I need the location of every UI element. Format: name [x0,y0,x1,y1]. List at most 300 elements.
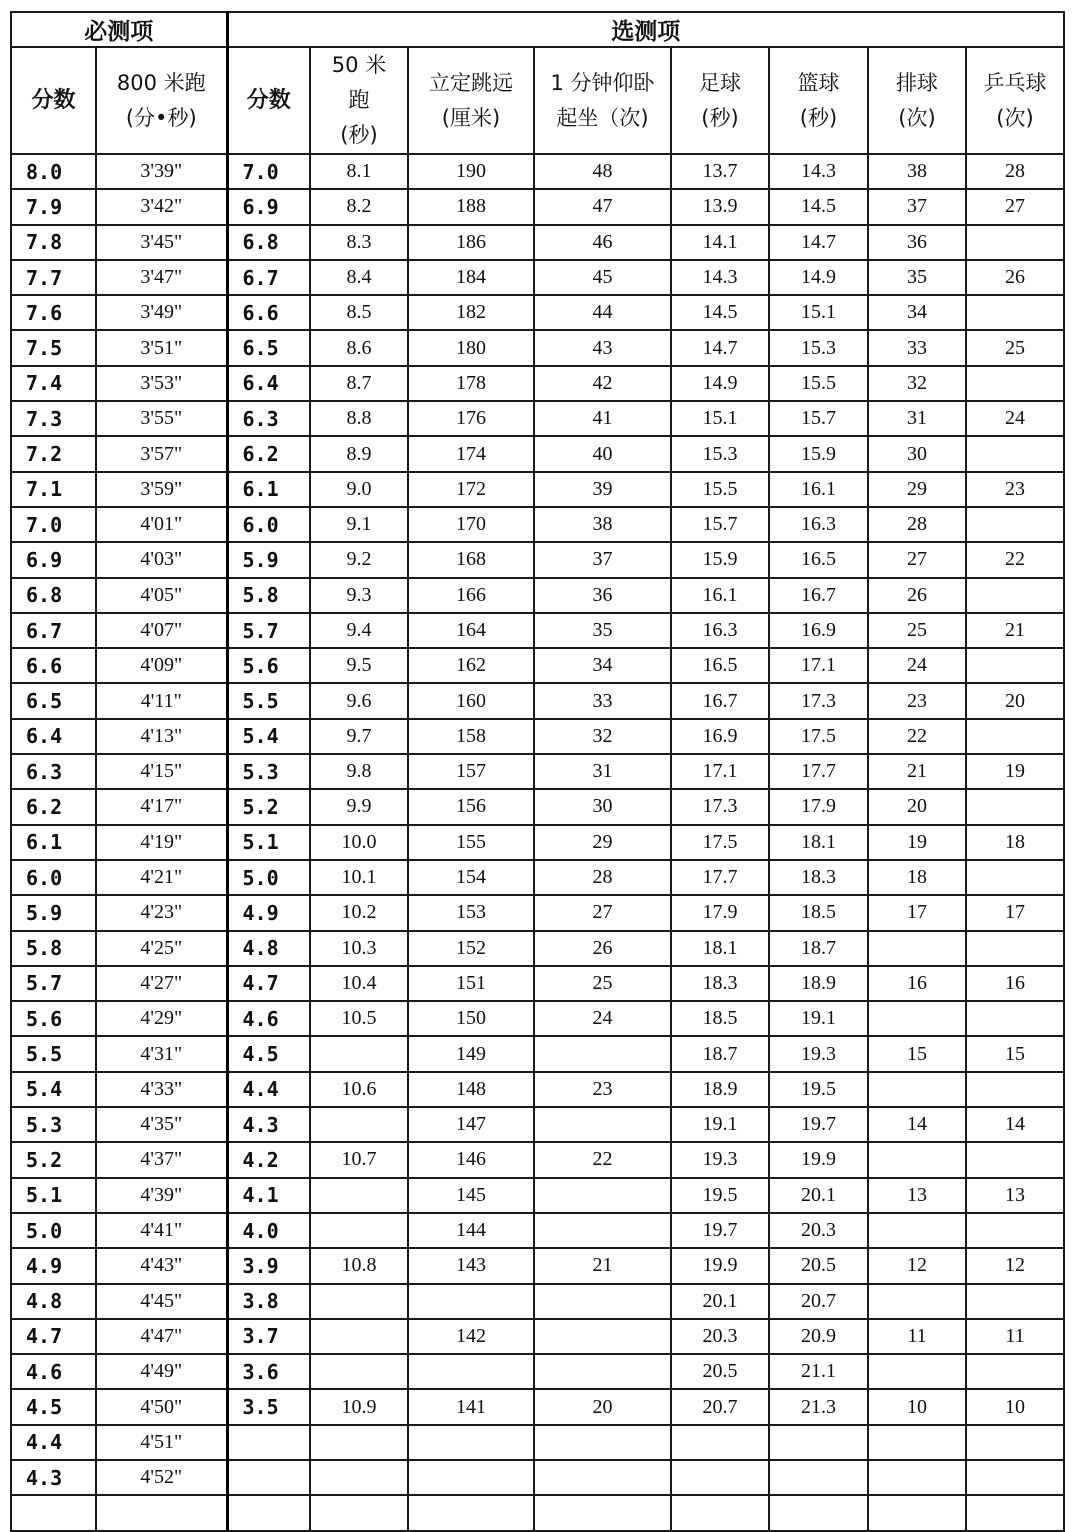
table-row [11,1248,1064,1283]
run-50m-cell: 8.6 [310,330,408,365]
optional-score-cell: 4.0 [227,1213,310,1248]
table-row [11,754,1064,789]
basketball-cell: 15.9 [769,436,868,471]
run-50m-cell [310,1354,408,1389]
volleyball-cell: 27 [868,542,966,577]
run-800m-cell: 4'47" [96,1319,227,1354]
run-800m-cell [96,1495,227,1530]
table-tennis-cell [966,366,1064,401]
basketball-cell [769,1495,868,1530]
required-score-cell: 4.6 [11,1354,96,1389]
optional-score-cell: 7.0 [227,154,310,189]
standing-long-jump-cell: 147 [408,1107,534,1142]
standing-long-jump-cell: 174 [408,436,534,471]
volleyball-cell [868,1354,966,1389]
table-row [11,613,1064,648]
optional-score-cell: 3.6 [227,1354,310,1389]
optional-score-cell: 6.8 [227,225,310,260]
basketball-cell: 14.7 [769,225,868,260]
basketball-cell: 19.5 [769,1072,868,1107]
volleyball-cell: 15 [868,1036,966,1071]
standing-long-jump-cell [408,1284,534,1319]
football-cell: 13.9 [671,189,769,224]
football-header [671,47,769,154]
run-50m-cell: 8.5 [310,295,408,330]
table-tennis-cell: 26 [966,260,1064,295]
football-cell: 16.9 [671,719,769,754]
football-cell: 15.5 [671,472,769,507]
standing-long-jump-cell: 150 [408,1001,534,1036]
basketball-cell: 15.5 [769,366,868,401]
run-800m-cell: 4'39" [96,1178,227,1213]
basketball-cell: 17.9 [769,789,868,824]
sit-ups-cell: 21 [534,1248,671,1283]
volleyball-cell: 17 [868,895,966,930]
run-800m-cell: 4'19" [96,825,227,860]
optional-score-cell: 5.6 [227,648,310,683]
standing-long-jump-cell: 154 [408,860,534,895]
sit-ups-cell: 45 [534,260,671,295]
volleyball-cell: 13 [868,1178,966,1213]
football-cell: 17.9 [671,895,769,930]
volleyball-cell [868,1495,966,1530]
table-row [11,1178,1064,1213]
standing-long-jump-cell: 168 [408,542,534,577]
table-row [11,542,1064,577]
score-table [10,11,1065,1532]
run-800m-cell: 4'03" [96,542,227,577]
table-row [11,895,1064,930]
table-row [11,507,1064,542]
standing-long-jump-cell: 180 [408,330,534,365]
table-row [11,1460,1064,1495]
run-50m-cell [310,1107,408,1142]
standing-long-jump-cell: 143 [408,1248,534,1283]
volleyball-cell: 29 [868,472,966,507]
run-800m-cell: 3'53" [96,366,227,401]
run-50m-cell: 8.8 [310,401,408,436]
run-800m-cell: 4'41" [96,1213,227,1248]
run-50m-cell [310,1319,408,1354]
table-row [11,578,1064,613]
volleyball-cell: 38 [868,154,966,189]
sit-ups-cell: 34 [534,648,671,683]
run-800m-cell: 4'21" [96,860,227,895]
optional-score-cell: 6.5 [227,330,310,365]
standing-long-jump-cell: 144 [408,1213,534,1248]
football-cell: 20.1 [671,1284,769,1319]
sit-ups-cell: 47 [534,189,671,224]
table-tennis-cell [966,1213,1064,1248]
sit-ups-cell: 22 [534,1142,671,1177]
standing-long-jump-cell: 152 [408,931,534,966]
football-cell: 19.9 [671,1248,769,1283]
table-tennis-cell [966,1142,1064,1177]
run-800m-cell: 3'45" [96,225,227,260]
run-800m-cell: 4'07" [96,613,227,648]
table-row [11,295,1064,330]
sit-ups-cell: 24 [534,1001,671,1036]
table-tennis-cell [966,225,1064,260]
required-score-cell: 4.8 [11,1284,96,1319]
table-tennis-cell [966,789,1064,824]
required-items-header: 必测项 [11,12,227,47]
table-tennis-cell [966,719,1064,754]
volleyball-cell: 30 [868,436,966,471]
standing-long-jump-cell: 155 [408,825,534,860]
basketball-header [769,47,868,154]
optional-items-header: 选测项 [227,12,1064,47]
football-cell: 18.3 [671,966,769,1001]
table-row [11,966,1064,1001]
required-score-cell: 5.3 [11,1107,96,1142]
required-score-cell: 7.6 [11,295,96,330]
sit-ups-cell [534,1036,671,1071]
run-50m-cell [310,1460,408,1495]
table-row [11,1107,1064,1142]
basketball-cell: 20.7 [769,1284,868,1319]
volleyball-cell: 25 [868,613,966,648]
run-800m-cell: 3'57" [96,436,227,471]
optional-score-cell: 3.7 [227,1319,310,1354]
table-tennis-cell [966,295,1064,330]
sit-ups-cell: 30 [534,789,671,824]
sit-ups-cell: 48 [534,154,671,189]
volleyball-cell: 18 [868,860,966,895]
standing-long-jump-cell: 158 [408,719,534,754]
header-label-line: (分•秒) [125,105,197,130]
run-800m-cell: 4'13" [96,719,227,754]
table-row [11,1425,1064,1460]
optional-score-cell: 5.5 [227,683,310,718]
basketball-cell: 18.7 [769,931,868,966]
table-tennis-cell [966,1072,1064,1107]
standing-long-jump-cell: 149 [408,1036,534,1071]
volleyball-cell [868,1213,966,1248]
football-cell: 17.7 [671,860,769,895]
header-label-line: (厘米) [441,105,501,130]
volleyball-cell: 33 [868,330,966,365]
football-cell: 19.5 [671,1178,769,1213]
header-label-line: 足球 [699,70,741,95]
run-800m-cell: 4'25" [96,931,227,966]
required-score-cell: 6.4 [11,719,96,754]
run-800m-cell: 4'01" [96,507,227,542]
run-800m-cell: 4'29" [96,1001,227,1036]
run-50m-cell: 9.3 [310,578,408,613]
table-tennis-cell: 20 [966,683,1064,718]
optional-score-cell: 4.7 [227,966,310,1001]
sit-ups-cell [534,1107,671,1142]
run-800m-cell: 4'52" [96,1460,227,1495]
optional-score-cell: 3.5 [227,1389,310,1424]
table-tennis-cell: 13 [966,1178,1064,1213]
required-score-cell: 5.2 [11,1142,96,1177]
run-800m-cell: 3'59" [96,472,227,507]
run-800m-cell: 3'51" [96,330,227,365]
required-score-cell: 5.5 [11,1036,96,1071]
standing-long-jump-cell: 142 [408,1319,534,1354]
run-800m-cell: 4'05" [96,578,227,613]
required-score-cell: 8.0 [11,154,96,189]
basketball-cell: 14.5 [769,189,868,224]
sit-ups-cell [534,1425,671,1460]
table-row [11,1213,1064,1248]
table-tennis-cell: 16 [966,966,1064,1001]
standing-long-jump-cell [408,1354,534,1389]
table-row [11,789,1064,824]
volleyball-cell: 36 [868,225,966,260]
football-cell: 14.5 [671,295,769,330]
optional-score-cell: 4.3 [227,1107,310,1142]
run-50m-cell: 8.3 [310,225,408,260]
required-score-cell: 5.0 [11,1213,96,1248]
run-50m-header [310,47,408,154]
run-50m-cell: 10.5 [310,1001,408,1036]
optional-score-cell [227,1495,310,1530]
header-label-line: 1 分钟仰卧 [550,70,655,95]
table-row [11,931,1064,966]
volleyball-cell: 24 [868,648,966,683]
volleyball-cell [868,1072,966,1107]
run-50m-cell: 9.5 [310,648,408,683]
sit-ups-cell: 41 [534,401,671,436]
table-tennis-cell: 21 [966,613,1064,648]
optional-score-cell: 6.7 [227,260,310,295]
table-row [11,719,1064,754]
volleyball-cell [868,1284,966,1319]
table-tennis-cell: 27 [966,189,1064,224]
sit-ups-cell: 26 [534,931,671,966]
volleyball-cell: 14 [868,1107,966,1142]
sit-ups-cell: 44 [534,295,671,330]
basketball-cell: 17.5 [769,719,868,754]
table-tennis-cell: 25 [966,330,1064,365]
football-cell: 17.3 [671,789,769,824]
run-50m-cell [310,1425,408,1460]
football-cell: 19.7 [671,1213,769,1248]
run-800m-cell: 3'39" [96,154,227,189]
football-cell: 18.5 [671,1001,769,1036]
football-cell: 20.3 [671,1319,769,1354]
standing-long-jump-cell: 184 [408,260,534,295]
football-cell: 20.7 [671,1389,769,1424]
required-score-cell: 5.1 [11,1178,96,1213]
run-800m-cell: 4'09" [96,648,227,683]
basketball-cell: 14.9 [769,260,868,295]
volleyball-cell: 34 [868,295,966,330]
volleyball-cell: 35 [868,260,966,295]
table-row [11,1319,1064,1354]
table-row [11,189,1064,224]
run-50m-cell: 10.1 [310,860,408,895]
run-50m-cell [310,1284,408,1319]
table-tennis-cell [966,648,1064,683]
volleyball-cell [868,1425,966,1460]
volleyball-cell [868,1142,966,1177]
football-cell [671,1460,769,1495]
run-50m-cell: 10.0 [310,825,408,860]
basketball-cell: 15.1 [769,295,868,330]
run-800m-header [96,47,227,154]
table-row [11,154,1064,189]
table-tennis-cell [966,1425,1064,1460]
run-50m-cell: 9.4 [310,613,408,648]
table-tennis-cell: 11 [966,1319,1064,1354]
table-tennis-cell: 24 [966,401,1064,436]
run-50m-cell: 10.2 [310,895,408,930]
standing-long-jump-cell: 160 [408,683,534,718]
run-800m-cell: 3'47" [96,260,227,295]
run-50m-cell: 9.9 [310,789,408,824]
standing-long-jump-cell [408,1495,534,1530]
optional-score-cell: 4.5 [227,1036,310,1071]
table-row [11,860,1064,895]
required-score-cell: 7.4 [11,366,96,401]
run-50m-cell: 10.4 [310,966,408,1001]
volleyball-cell: 21 [868,754,966,789]
header-label-line: (秒) [340,123,378,147]
run-50m-cell [310,1213,408,1248]
basketball-cell: 20.9 [769,1319,868,1354]
table-tennis-cell: 22 [966,542,1064,577]
basketball-cell: 16.5 [769,542,868,577]
football-cell: 19.3 [671,1142,769,1177]
football-cell: 15.7 [671,507,769,542]
standing-long-jump-cell: 182 [408,295,534,330]
volleyball-cell: 16 [868,966,966,1001]
volleyball-cell: 32 [868,366,966,401]
table-row [11,472,1064,507]
optional-score-cell: 5.3 [227,754,310,789]
basketball-cell: 20.1 [769,1178,868,1213]
required-score-cell: 7.8 [11,225,96,260]
required-score-cell: 4.4 [11,1425,96,1460]
required-score-cell: 5.6 [11,1001,96,1036]
run-50m-cell: 10.3 [310,931,408,966]
table-tennis-cell: 12 [966,1248,1064,1283]
run-800m-cell: 4'11" [96,683,227,718]
standing-long-jump-cell: 146 [408,1142,534,1177]
table-tennis-cell [966,1354,1064,1389]
table-tennis-cell [966,1284,1064,1319]
optional-score-cell: 6.2 [227,436,310,471]
football-cell: 16.7 [671,683,769,718]
standing-long-jump-cell: 156 [408,789,534,824]
run-800m-cell: 4'31" [96,1036,227,1071]
football-cell [671,1425,769,1460]
required-score-cell [11,1495,96,1530]
required-score-cell: 4.5 [11,1389,96,1424]
run-800m-cell: 4'43" [96,1248,227,1283]
table-row [11,436,1064,471]
table-row [11,401,1064,436]
standing-long-jump-cell: 172 [408,472,534,507]
table-row [11,1495,1064,1530]
table-tennis-cell [966,507,1064,542]
sit-ups-cell: 36 [534,578,671,613]
run-800m-cell: 4'45" [96,1284,227,1319]
optional-score-cell: 4.9 [227,895,310,930]
run-800m-cell: 4'15" [96,754,227,789]
table-row [11,683,1064,718]
sit-ups-cell: 32 [534,719,671,754]
sit-ups-cell [534,1178,671,1213]
required-score-cell: 7.0 [11,507,96,542]
optional-score-cell: 4.2 [227,1142,310,1177]
run-50m-cell: 9.8 [310,754,408,789]
header-label-line: 分数 [246,88,291,113]
header-label-line: 乒乓球 [983,70,1047,95]
run-800m-cell: 4'17" [96,789,227,824]
optional-score-cell: 3.8 [227,1284,310,1319]
volleyball-cell: 26 [868,578,966,613]
required-score-cell: 6.0 [11,860,96,895]
required-score-cell: 6.3 [11,754,96,789]
sit-ups-cell [534,1213,671,1248]
table-row [11,1036,1064,1071]
optional-score-cell: 3.9 [227,1248,310,1283]
table-row [11,1354,1064,1389]
run-50m-cell: 10.6 [310,1072,408,1107]
required-score-cell: 6.5 [11,683,96,718]
sit-ups-cell [534,1495,671,1530]
run-800m-cell: 4'27" [96,966,227,1001]
required-score-cell: 5.7 [11,966,96,1001]
sit-ups-cell: 35 [534,613,671,648]
sit-ups-cell: 23 [534,1072,671,1107]
optional-score-cell: 5.2 [227,789,310,824]
column-header-row [11,47,1064,154]
run-50m-cell [310,1495,408,1530]
standing-long-jump-cell: 151 [408,966,534,1001]
optional-score-cell: 5.9 [227,542,310,577]
volleyball-cell: 28 [868,507,966,542]
basketball-cell: 18.9 [769,966,868,1001]
optional-score-cell: 6.4 [227,366,310,401]
table-tennis-cell: 15 [966,1036,1064,1071]
run-50m-cell: 8.2 [310,189,408,224]
basketball-cell: 20.3 [769,1213,868,1248]
run-800m-cell: 3'55" [96,401,227,436]
volleyball-cell [868,1001,966,1036]
standing-long-jump-cell: 190 [408,154,534,189]
run-800m-cell: 4'50" [96,1389,227,1424]
volleyball-cell [868,1460,966,1495]
optional-score-cell: 6.0 [227,507,310,542]
volleyball-cell: 31 [868,401,966,436]
table-tennis-cell [966,1495,1064,1530]
optional-score-cell: 5.4 [227,719,310,754]
standing-long-jump-cell: 141 [408,1389,534,1424]
optional-score-cell: 6.9 [227,189,310,224]
run-800m-cell: 4'49" [96,1354,227,1389]
table-row [11,225,1064,260]
table-tennis-header [966,47,1064,154]
standing-long-jump-cell: 166 [408,578,534,613]
run-800m-cell: 3'49" [96,295,227,330]
required-score-cell: 5.9 [11,895,96,930]
volleyball-header [868,47,966,154]
table-row [11,366,1064,401]
optional-score-cell [227,1460,310,1495]
table-tennis-cell: 18 [966,825,1064,860]
run-50m-cell: 10.9 [310,1389,408,1424]
table-tennis-cell [966,436,1064,471]
sit-ups-cell: 39 [534,472,671,507]
run-800m-cell: 4'51" [96,1425,227,1460]
run-50m-cell: 9.1 [310,507,408,542]
